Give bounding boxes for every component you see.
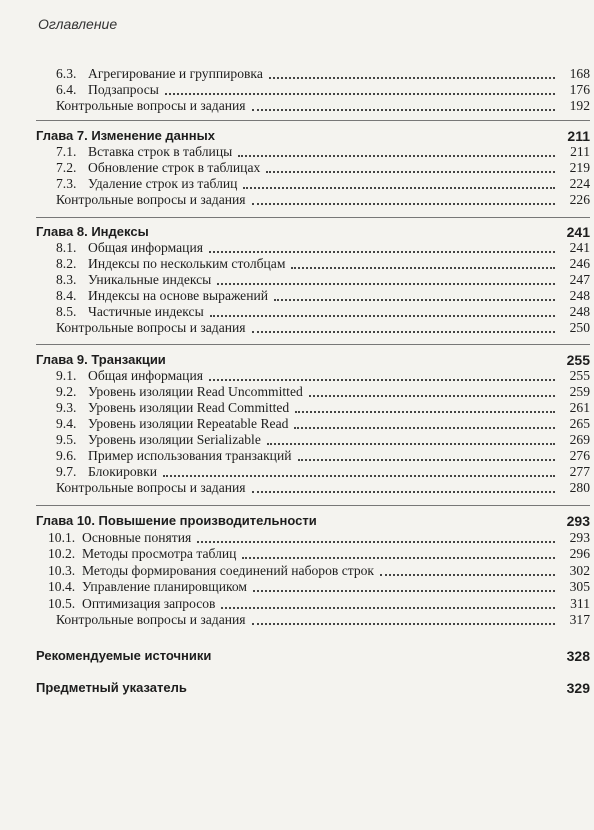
- toc-section[interactable]: [36, 400, 590, 416]
- toc-number: 10.2.: [48, 546, 76, 561]
- toc-title: Вставка строк в таблицы: [88, 144, 233, 159]
- toc-page-number: 248: [569, 288, 590, 303]
- toc-section[interactable]: [36, 240, 590, 256]
- toc-number: 7.1.: [56, 144, 77, 159]
- toc-number: 6.3.: [56, 66, 77, 81]
- toc-title: Глава 7. Изменение данных: [36, 128, 215, 143]
- toc-title: Индексы по нескольким столбцам: [88, 256, 286, 271]
- toc-page-number: 192: [569, 98, 590, 113]
- toc-title: Контрольные вопросы и задания: [56, 192, 246, 207]
- toc-number: 8.2.: [56, 256, 77, 271]
- toc-page-number: 265: [569, 416, 590, 431]
- dot-leader: [242, 547, 555, 559]
- dot-leader: [172, 355, 555, 365]
- toc-questions[interactable]: [36, 320, 590, 336]
- toc-section[interactable]: [36, 563, 590, 579]
- toc-title: Обновление строк в таблицах: [88, 160, 261, 175]
- toc-number: 8.4.: [56, 288, 77, 303]
- toc-title: Уровень изоляции Read Committed: [88, 400, 290, 415]
- toc-section[interactable]: [36, 288, 590, 304]
- dot-leader: [252, 321, 555, 333]
- toc-chapter[interactable]: [36, 352, 590, 368]
- chapter-separator: [36, 505, 590, 506]
- toc-page-number: 293: [566, 513, 590, 529]
- toc-section[interactable]: [36, 272, 590, 288]
- toc-section[interactable]: [36, 82, 590, 98]
- running-head: Оглавление: [38, 16, 118, 32]
- toc-page-number: 317: [569, 612, 590, 627]
- dot-leader: [163, 465, 555, 477]
- toc-page-number: 296: [569, 546, 590, 561]
- toc-title: Методы формирования соединений наборов строк: [82, 563, 375, 578]
- toc-page-number: 328: [566, 648, 590, 664]
- toc-number: 9.6.: [56, 448, 77, 463]
- toc-title: Пример использования транзакций: [88, 448, 292, 463]
- dot-leader: [243, 177, 555, 189]
- toc-section[interactable]: [36, 464, 590, 480]
- toc-title: Глава 9. Транзакции: [36, 352, 166, 367]
- dot-leader: [197, 531, 555, 543]
- toc-section[interactable]: [36, 432, 590, 448]
- toc-page-number: 255: [566, 352, 590, 368]
- toc-page-number: 269: [569, 432, 590, 447]
- toc-number: 10.4.: [48, 579, 76, 594]
- dot-leader: [252, 99, 555, 111]
- dot-leader: [217, 651, 555, 661]
- dot-leader: [294, 417, 555, 429]
- dot-leader: [238, 145, 555, 157]
- toc-title: Подзапросы: [88, 82, 159, 97]
- toc-page-number: 248: [569, 304, 590, 319]
- dot-leader: [267, 433, 555, 445]
- toc-page-number: 211: [567, 128, 590, 144]
- dot-leader: [210, 305, 555, 317]
- toc-page-number: 311: [570, 596, 590, 611]
- toc-number: 8.3.: [56, 272, 77, 287]
- toc-title: Глава 10. Повышение производительности: [36, 513, 317, 528]
- toc-title: Основные понятия: [82, 530, 192, 545]
- dot-leader: [221, 597, 555, 609]
- dot-leader: [209, 241, 555, 253]
- toc-page-number: 261: [569, 400, 590, 415]
- toc-page-number: 211: [570, 144, 590, 159]
- dot-leader: [155, 227, 555, 237]
- toc-questions[interactable]: [36, 192, 590, 208]
- toc-title: Уровень изоляции Serializable: [88, 432, 261, 447]
- toc-page-number: 293: [569, 530, 590, 545]
- dot-leader: [193, 683, 555, 693]
- toc-title: Контрольные вопросы и задания: [56, 480, 246, 495]
- chapter-separator: [36, 344, 590, 345]
- dot-leader: [221, 131, 555, 141]
- dot-leader: [323, 516, 555, 526]
- toc-page-number: 241: [569, 240, 590, 255]
- toc-section[interactable]: [36, 416, 590, 432]
- toc-section[interactable]: [36, 596, 590, 612]
- dot-leader: [165, 83, 555, 95]
- toc-number: 10.1.: [48, 530, 76, 545]
- toc-number: 9.2.: [56, 384, 77, 399]
- chapter-separator: [36, 217, 590, 218]
- toc-section[interactable]: [36, 448, 590, 464]
- dot-leader: [253, 580, 555, 592]
- toc-chapter[interactable]: [36, 648, 590, 664]
- toc-section[interactable]: [36, 304, 590, 320]
- toc-number: 10.5.: [48, 596, 76, 611]
- toc-section[interactable]: [36, 144, 590, 160]
- toc-number: 10.3.: [48, 563, 76, 578]
- toc-title: Общая информация: [88, 240, 203, 255]
- toc-questions[interactable]: [36, 612, 590, 628]
- toc-title: Контрольные вопросы и задания: [56, 98, 246, 113]
- dot-leader: [291, 257, 555, 269]
- toc-number: 8.1.: [56, 240, 77, 255]
- toc-section[interactable]: [36, 160, 590, 176]
- toc-title: Управление планировщиком: [82, 579, 248, 594]
- toc-title: Контрольные вопросы и задания: [56, 612, 246, 627]
- toc-page-number: 226: [569, 192, 590, 207]
- toc-number: 9.4.: [56, 416, 77, 431]
- toc-page-number: 246: [569, 256, 590, 271]
- dot-leader: [295, 401, 555, 413]
- toc-section[interactable]: [36, 256, 590, 272]
- toc-page-number: 176: [569, 82, 590, 97]
- toc-title: Блокировки: [88, 464, 157, 479]
- dot-leader: [380, 564, 555, 576]
- toc-page-number: 277: [569, 464, 590, 479]
- toc-number: 9.5.: [56, 432, 77, 447]
- dot-leader: [209, 369, 555, 381]
- toc-page-number: 247: [569, 272, 590, 287]
- toc-title: Уровень изоляции Read Uncommitted: [88, 384, 303, 399]
- toc-number: 9.1.: [56, 368, 77, 383]
- toc-page-number: 302: [569, 563, 590, 578]
- dot-leader: [274, 289, 555, 301]
- dot-leader: [252, 481, 555, 493]
- toc-section[interactable]: [36, 546, 590, 562]
- toc-title: Контрольные вопросы и задания: [56, 320, 246, 335]
- toc-number: 9.7.: [56, 464, 77, 479]
- toc-section[interactable]: [36, 66, 590, 82]
- dot-leader: [309, 385, 555, 397]
- toc-title: Уникальные индексы: [88, 272, 212, 287]
- toc-page-number: 280: [569, 480, 590, 495]
- toc-section[interactable]: [36, 368, 590, 384]
- toc-page-number: 250: [569, 320, 590, 335]
- toc-title: Частичные индексы: [88, 304, 204, 319]
- toc-section[interactable]: [36, 384, 590, 400]
- chapter-separator: [36, 120, 590, 121]
- toc-title: Уровень изоляции Repeatable Read: [88, 416, 289, 431]
- dot-leader: [298, 449, 555, 461]
- toc-chapter[interactable]: [36, 513, 590, 529]
- toc-chapter[interactable]: [36, 128, 590, 144]
- dot-leader: [252, 613, 555, 625]
- toc-page-number: 329: [566, 680, 590, 696]
- toc-number: 8.5.: [56, 304, 77, 319]
- toc-number: 7.2.: [56, 160, 77, 175]
- toc-questions[interactable]: [36, 480, 590, 496]
- toc-page-number: 241: [566, 224, 590, 240]
- toc-title: Методы просмотра таблиц: [82, 546, 237, 561]
- toc-title: Оптимизация запросов: [82, 596, 216, 611]
- toc-title: Агрегирование и группировка: [88, 66, 263, 81]
- toc-section[interactable]: [36, 530, 590, 546]
- toc-page-number: 219: [569, 160, 590, 175]
- toc-page-number: 259: [569, 384, 590, 399]
- dot-leader: [269, 67, 555, 79]
- toc-number: 7.3.: [56, 176, 77, 191]
- dot-leader: [266, 161, 555, 173]
- toc-title: Предметный указатель: [36, 680, 187, 695]
- toc-section[interactable]: [36, 176, 590, 192]
- toc-title: Индексы на основе выражений: [88, 288, 269, 303]
- dot-leader: [252, 193, 555, 205]
- toc-number: 6.4.: [56, 82, 77, 97]
- toc-title: Рекомендуемые источники: [36, 648, 212, 663]
- toc-page-number: 276: [569, 448, 590, 463]
- toc-page-number: 255: [569, 368, 590, 383]
- toc-page-number: 305: [569, 579, 590, 594]
- toc-page-number: 224: [569, 176, 590, 191]
- toc-number: 9.3.: [56, 400, 77, 415]
- toc-title: Общая информация: [88, 368, 203, 383]
- toc-title: Глава 8. Индексы: [36, 224, 149, 239]
- dot-leader: [217, 273, 555, 285]
- toc-chapter[interactable]: [36, 224, 590, 240]
- toc-chapter[interactable]: [36, 680, 590, 696]
- toc-title: Удаление строк из таблиц: [88, 176, 238, 191]
- toc-questions[interactable]: [36, 98, 590, 114]
- toc-section[interactable]: [36, 579, 590, 595]
- toc-page-number: 168: [569, 66, 590, 81]
